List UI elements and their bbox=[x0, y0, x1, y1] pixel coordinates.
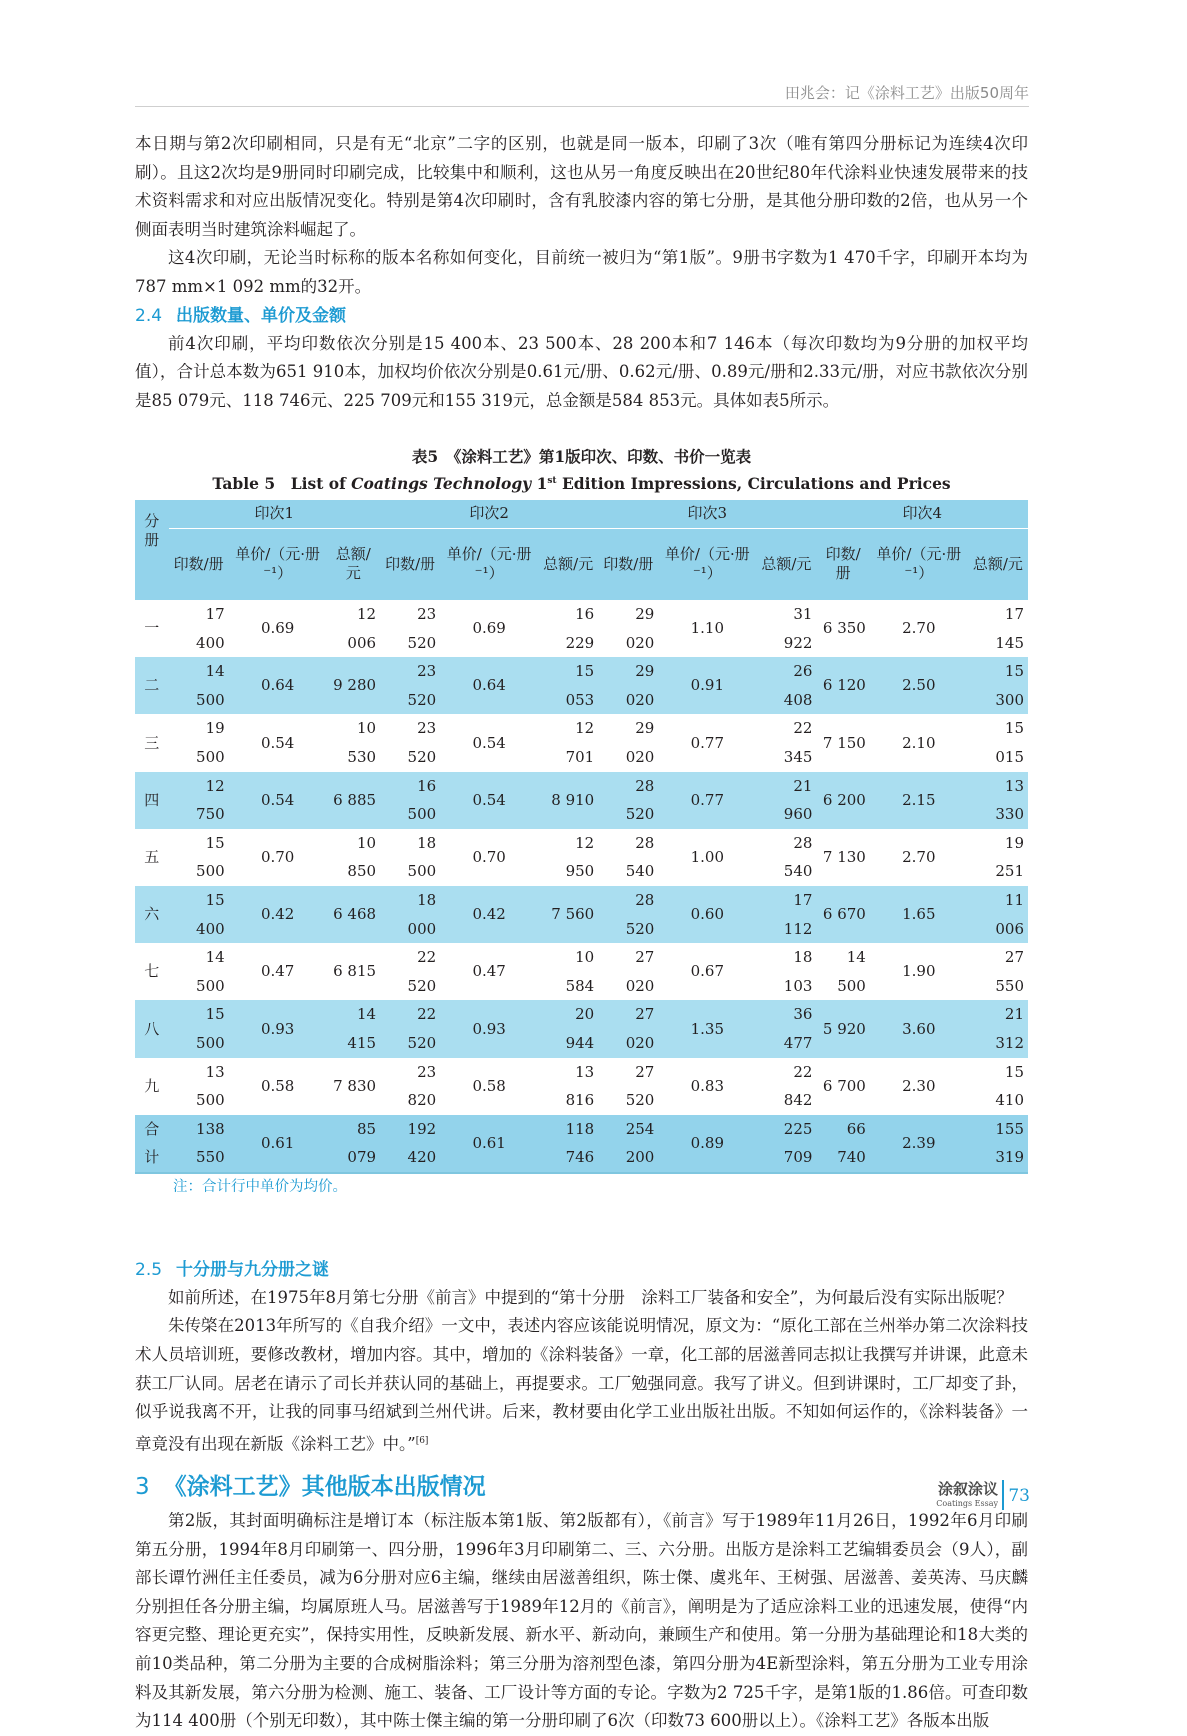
table-cell: 0.42 bbox=[260, 905, 295, 924]
row-label: 一 bbox=[144, 619, 160, 638]
citation-ref[interactable]: [6] bbox=[415, 1435, 429, 1446]
paragraph: 本日期与第2次印刷相同，只是有无“北京”二字的区别，也就是同一版本，印刷了3次（唯有第四分册标记为连续4次印刷）。且这2次均是9册同时印刷完成，比较集中和顺利，这也从另一角度反映出在20世纪80年代涂料业快速发展带来的技术资料需求和对应出版情况变化。特别是第4次印刷时，含有乳胶漆内容的第七分册，是其他分册印数的2倍，也从另一个侧面表明当时建筑涂料崛起了。 bbox=[135, 134, 1028, 239]
table-row bbox=[135, 600, 1028, 657]
table-cell: 0.61 bbox=[260, 1133, 295, 1152]
page-number: 73 bbox=[1008, 1486, 1030, 1506]
table-cell: 6 350 bbox=[822, 619, 866, 638]
table-cell: 23 520 bbox=[407, 719, 437, 766]
table-cell: 12 006 bbox=[347, 605, 377, 652]
data-table bbox=[135, 500, 1028, 1174]
table-cell: 15 410 bbox=[995, 1062, 1024, 1110]
table-cell: 27 520 bbox=[625, 1062, 655, 1110]
table-cell: 0.47 bbox=[472, 962, 506, 981]
table-cell: 17 145 bbox=[995, 605, 1024, 652]
table-cell: 15 053 bbox=[565, 662, 595, 709]
table-cell: 13 500 bbox=[196, 1062, 225, 1110]
table-cell: 225 709 bbox=[783, 1119, 813, 1167]
table-cell: 2.15 bbox=[902, 790, 936, 809]
table-cell: 0.70 bbox=[260, 848, 295, 867]
section-title: 《涂料工艺》其他版本出版情况 bbox=[163, 1473, 486, 1500]
paragraph: 前4次印刷，平均印数依次分别是15 400本、23 500本、28 200本和7 146本（每次印数均为9分册的加权平均值），合计总本数为651 910本，加权均价依次分别是0.61元/册、0.62元/册、0.89元/册和2.33元/册，对应书款依次分别是85 079元、118 746元、225 709元和155 319元，总金额是584 853元。具体如表5所示。 bbox=[135, 333, 1028, 410]
table-cell: 17 400 bbox=[196, 605, 225, 652]
journal-column-name-en: Coatings Essay bbox=[936, 1499, 998, 1508]
section-title: 十分册与九分册之谜 bbox=[176, 1259, 330, 1280]
table-caption-cn: 表5 《涂料工艺》第1版印次、印数、书价一览表 bbox=[411, 447, 752, 467]
table-cell: 6 885 bbox=[333, 790, 377, 809]
table-cell: 27 550 bbox=[995, 948, 1024, 995]
column-header: 印数/册 bbox=[603, 554, 654, 573]
table-cell: 0.47 bbox=[260, 962, 295, 981]
column-header: 单价/（元·册⁻¹） bbox=[235, 545, 321, 583]
section-number: 2.5 bbox=[135, 1259, 163, 1280]
paragraph: 这4次印刷，无论当时标称的版本名称如何变化，目前统一被归为“第1版”。9册书字数为1 470千字，印刷开本均为787 mm×1 092 mm的32开。 bbox=[135, 248, 1028, 296]
table-cell: 23 520 bbox=[407, 662, 437, 709]
table-cell: 36 477 bbox=[783, 1005, 813, 1052]
running-head-text: 田兆会：记《涂料工艺》出版50周年 bbox=[784, 84, 1029, 102]
table-cell: 21 960 bbox=[783, 776, 813, 824]
row-label: 四 bbox=[144, 790, 160, 809]
table-cell: 14 500 bbox=[196, 662, 225, 709]
article-body bbox=[135, 130, 1028, 1736]
table-cell: 16 229 bbox=[565, 605, 595, 652]
column-group-header: 印次4 bbox=[816, 500, 1028, 529]
table-cell: 0.91 bbox=[690, 676, 725, 695]
section-title: 出版数量、单价及金额 bbox=[176, 305, 347, 326]
table-cell: 18 500 bbox=[407, 833, 437, 881]
table-cell: 21 312 bbox=[995, 1005, 1024, 1052]
column-header: 总额/元 bbox=[972, 554, 1023, 573]
table-cell: 23 820 bbox=[407, 1062, 437, 1110]
table-cell: 0.42 bbox=[472, 905, 506, 924]
row-label: 三 bbox=[144, 733, 160, 752]
row-label: 九 bbox=[144, 1076, 160, 1095]
table-cell: 0.93 bbox=[472, 1019, 506, 1038]
table-cell: 3.60 bbox=[902, 1019, 936, 1038]
row-label: 八 bbox=[144, 1019, 160, 1038]
table-cell: 28 520 bbox=[625, 890, 655, 938]
table-cell: 0.67 bbox=[690, 962, 725, 981]
table-cell: 10 584 bbox=[565, 948, 595, 995]
row-label: 五 bbox=[144, 848, 160, 867]
table-cell: 6 120 bbox=[822, 676, 866, 695]
table-cell: 6 700 bbox=[822, 1076, 866, 1095]
table-cell: 0.77 bbox=[690, 790, 725, 809]
table-cell: 6 815 bbox=[333, 962, 377, 981]
table-total-row bbox=[135, 1115, 1028, 1173]
paragraph: 如前所述，在1975年8月第七分册《前言》中提到的“第十分册 涂料工厂装备和安全”，为何最后没有实际出版呢？ bbox=[168, 1287, 1013, 1307]
table-cell: 26 408 bbox=[783, 662, 813, 709]
table-cell: 10 850 bbox=[347, 833, 377, 881]
row-label: 二 bbox=[144, 676, 160, 695]
table-cell: 12 950 bbox=[565, 833, 595, 881]
table-cell: 29 020 bbox=[625, 605, 655, 652]
table-cell: 14 415 bbox=[347, 1005, 377, 1052]
table-cell: 15 500 bbox=[196, 1005, 225, 1052]
table-cell: 0.64 bbox=[260, 676, 295, 695]
table-cell: 2.50 bbox=[902, 676, 936, 695]
column-group-header: 印次2 bbox=[380, 500, 598, 529]
table-note: 注：合计行中单价为均价。 bbox=[173, 1178, 347, 1195]
table-cell: 0.58 bbox=[472, 1076, 506, 1095]
column-header: 总额/元 bbox=[761, 554, 812, 573]
table-cell: 15 015 bbox=[995, 719, 1024, 766]
table-cell: 6 200 bbox=[822, 790, 866, 809]
table-cell: 0.54 bbox=[472, 790, 506, 809]
table-cell: 8 910 bbox=[551, 790, 595, 809]
table-cell: 22 842 bbox=[783, 1062, 813, 1110]
column-group-header: 印次3 bbox=[598, 500, 816, 529]
table-cell: 0.54 bbox=[260, 790, 295, 809]
section-number: 3 bbox=[135, 1473, 150, 1500]
table-cell: 29 020 bbox=[625, 662, 655, 709]
section-heading-2-4 bbox=[135, 302, 1028, 330]
column-header: 印数/册 bbox=[825, 545, 861, 583]
table-row bbox=[135, 943, 1028, 1000]
table-cell: 15 300 bbox=[995, 662, 1024, 709]
table-cell: 15 500 bbox=[196, 833, 225, 881]
table-cell: 5 920 bbox=[822, 1019, 866, 1038]
column-header: 单价/（元·册⁻¹） bbox=[876, 545, 962, 583]
table-cell: 27 020 bbox=[625, 948, 655, 995]
table-cell: 0.89 bbox=[690, 1133, 725, 1152]
table-cell: 9 280 bbox=[333, 676, 377, 695]
table-cell: 18 000 bbox=[407, 890, 437, 938]
table-cell: 0.60 bbox=[690, 905, 725, 924]
table-cell: 29 020 bbox=[625, 719, 655, 766]
table-cell: 2.10 bbox=[902, 733, 936, 752]
table-cell: 2.70 bbox=[902, 619, 936, 638]
table-row bbox=[135, 1000, 1028, 1057]
table-cell: 0.69 bbox=[260, 619, 295, 638]
table-cell: 0.58 bbox=[260, 1076, 295, 1095]
table-row bbox=[135, 714, 1028, 771]
table-cell: 66 740 bbox=[837, 1119, 866, 1167]
table-cell: 14 500 bbox=[196, 948, 225, 995]
table-cell: 23 520 bbox=[407, 605, 437, 652]
column-header-volume: 分册 bbox=[144, 511, 160, 549]
table-cell: 19 251 bbox=[995, 833, 1024, 881]
paragraph: 朱传棨在2013年所写的《自我介绍》一文中，表述内容应该能说明情况，原文为：“原化工部在兰州举办第二次涂料技术人员培训班，要修改教材，增加内容。其中，增加的《涂料装备》一章，化工部的居滋善同志拟让我撰写并讲课，此意未获工厂认同。居老在请示了司长并获认同的基础上，再提要求。工厂勉强同意。我写了讲义。但到讲课时，工厂却变了卦，似乎说我离不开，让我的同事马绍斌到兰州代讲。后来，教材要由化学工业出版社出版。不知如何运作的，《涂料装备》一章竟没有出现在新版《涂料工艺》中。”[6] bbox=[135, 1316, 1028, 1454]
table-caption-en: Table 5 List of Coatings Technology 1st Edition Impressions, Circulations and Prices bbox=[212, 474, 951, 494]
column-header: 单价/（元·册⁻¹） bbox=[446, 545, 532, 583]
table-cell: 22 520 bbox=[407, 948, 437, 995]
table-cell: 31 922 bbox=[783, 605, 813, 652]
divider bbox=[1002, 1480, 1004, 1510]
table-cell: 138 550 bbox=[196, 1119, 225, 1167]
table-cell: 27 020 bbox=[625, 1005, 655, 1052]
table-cell: 13 330 bbox=[995, 776, 1024, 824]
row-label: 七 bbox=[144, 962, 160, 981]
table-cell: 28 540 bbox=[783, 833, 813, 881]
table-cell: 7 560 bbox=[551, 905, 595, 924]
table-cell: 13 816 bbox=[565, 1062, 595, 1110]
table-cell: 10 530 bbox=[347, 719, 377, 766]
table-cell: 7 150 bbox=[822, 733, 866, 752]
table-cell: 0.77 bbox=[690, 733, 725, 752]
table-cell: 0.93 bbox=[260, 1019, 295, 1038]
table-cell: 6 670 bbox=[822, 905, 866, 924]
table-cell: 14 500 bbox=[837, 948, 866, 995]
table-cell: 254 200 bbox=[625, 1119, 655, 1167]
column-header: 印数/册 bbox=[385, 554, 436, 573]
table-cell: 15 400 bbox=[196, 890, 225, 938]
table-cell: 1.65 bbox=[902, 905, 936, 924]
table-cell: 2.70 bbox=[902, 848, 936, 867]
table-cell: 6 468 bbox=[333, 905, 377, 924]
column-group-header: 印次1 bbox=[169, 500, 380, 529]
table-cell: 0.54 bbox=[260, 733, 295, 752]
table-cell: 0.70 bbox=[472, 848, 506, 867]
row-label: 合计 bbox=[144, 1119, 160, 1167]
table-cell: 28 520 bbox=[625, 776, 655, 824]
section-number: 2.4 bbox=[135, 305, 163, 326]
table-cell: 2.39 bbox=[902, 1133, 936, 1152]
table-row bbox=[135, 829, 1028, 886]
table-cell: 1.10 bbox=[690, 619, 725, 638]
table-cell: 2.30 bbox=[902, 1076, 936, 1095]
table-cell: 22 520 bbox=[407, 1005, 437, 1052]
table-cell: 0.69 bbox=[472, 619, 506, 638]
paragraph: 第2版，其封面明确标注是增订本（标注版本第1版、第2版都有），《前言》写于1989年11月26日，1992年6月印刷第五分册，1994年8月印刷第一、四分册，1996年3月印刷第二、三、六分册。出版方是涂料工艺编辑委员会（9人），副部长谭竹洲任主任委员，减为6分册对应6主编，继续由居滋善组织，陈士傑、虞兆年、王树强、居滋善、姜英涛、马庆麟分别担任各分册主编，均属原班人马。居滋善写于1989年12月的《前言》，阐明是为了适应涂料工业的迅速发展，使得“内容更完整、理论更充实”，保持实用性，反映新发展、新水平、新动向，兼顾生产和使用。第一分册为基础理论和18大类的前10类品种，第二分册为主要的合成树脂涂料；第三分册为溶剂型色漆，第四分册为4E新型涂料，第五分册为工业专用涂料及其新发展，第六分册为检测、施工、装备、工厂设计等方面的专论。字数为2 725千字，是第1版的1.86倍。可查印数为114 400册（个别无印数），其中陈士傑主编的第一分册印刷了6次（印数73 600册以上）。《涂料工艺》各版本出版 bbox=[135, 1510, 1028, 1731]
column-header: 总额/元 bbox=[543, 554, 594, 573]
table-row bbox=[135, 1058, 1028, 1115]
table-cell: 118 746 bbox=[565, 1119, 595, 1167]
table-cell: 1.90 bbox=[902, 962, 936, 981]
table-cell: 192 420 bbox=[407, 1119, 437, 1167]
table-cell: 20 944 bbox=[565, 1005, 595, 1052]
table-cell: 22 345 bbox=[783, 719, 813, 766]
table-cell: 12 701 bbox=[565, 719, 595, 766]
section-heading-3 bbox=[135, 1467, 1028, 1507]
table-row bbox=[135, 886, 1028, 943]
section-heading-2-5 bbox=[135, 1256, 1028, 1284]
table-cell: 18 103 bbox=[783, 948, 813, 995]
table-cell: 19 500 bbox=[196, 719, 225, 766]
page-footer bbox=[900, 1478, 1030, 1512]
table-cell: 7 830 bbox=[333, 1076, 377, 1095]
table-cell: 85 079 bbox=[347, 1119, 377, 1167]
table-cell: 17 112 bbox=[783, 890, 813, 938]
column-header: 单价/（元·册⁻¹） bbox=[664, 545, 750, 583]
table-cell: 12 750 bbox=[196, 776, 225, 824]
column-header: 印数/册 bbox=[173, 554, 224, 573]
table-cell: 1.35 bbox=[690, 1019, 725, 1038]
table-cell: 28 540 bbox=[625, 833, 655, 881]
column-header: 总额/元 bbox=[335, 545, 371, 583]
table-row bbox=[135, 657, 1028, 714]
table-cell: 11 006 bbox=[995, 890, 1024, 938]
table-cell: 0.83 bbox=[690, 1076, 725, 1095]
table-cell: 7 130 bbox=[822, 848, 866, 867]
table-cell: 16 500 bbox=[407, 776, 437, 824]
journal-column-name: 涂叙涂议 bbox=[937, 1480, 998, 1498]
table-cell: 0.54 bbox=[472, 733, 506, 752]
row-label: 六 bbox=[144, 905, 160, 924]
table-cell: 0.61 bbox=[472, 1133, 506, 1152]
table-cell: 1.00 bbox=[690, 848, 725, 867]
table-row bbox=[135, 772, 1028, 829]
table-cell: 155 319 bbox=[995, 1119, 1024, 1167]
running-head bbox=[135, 82, 1029, 107]
table-cell: 0.64 bbox=[472, 676, 506, 695]
